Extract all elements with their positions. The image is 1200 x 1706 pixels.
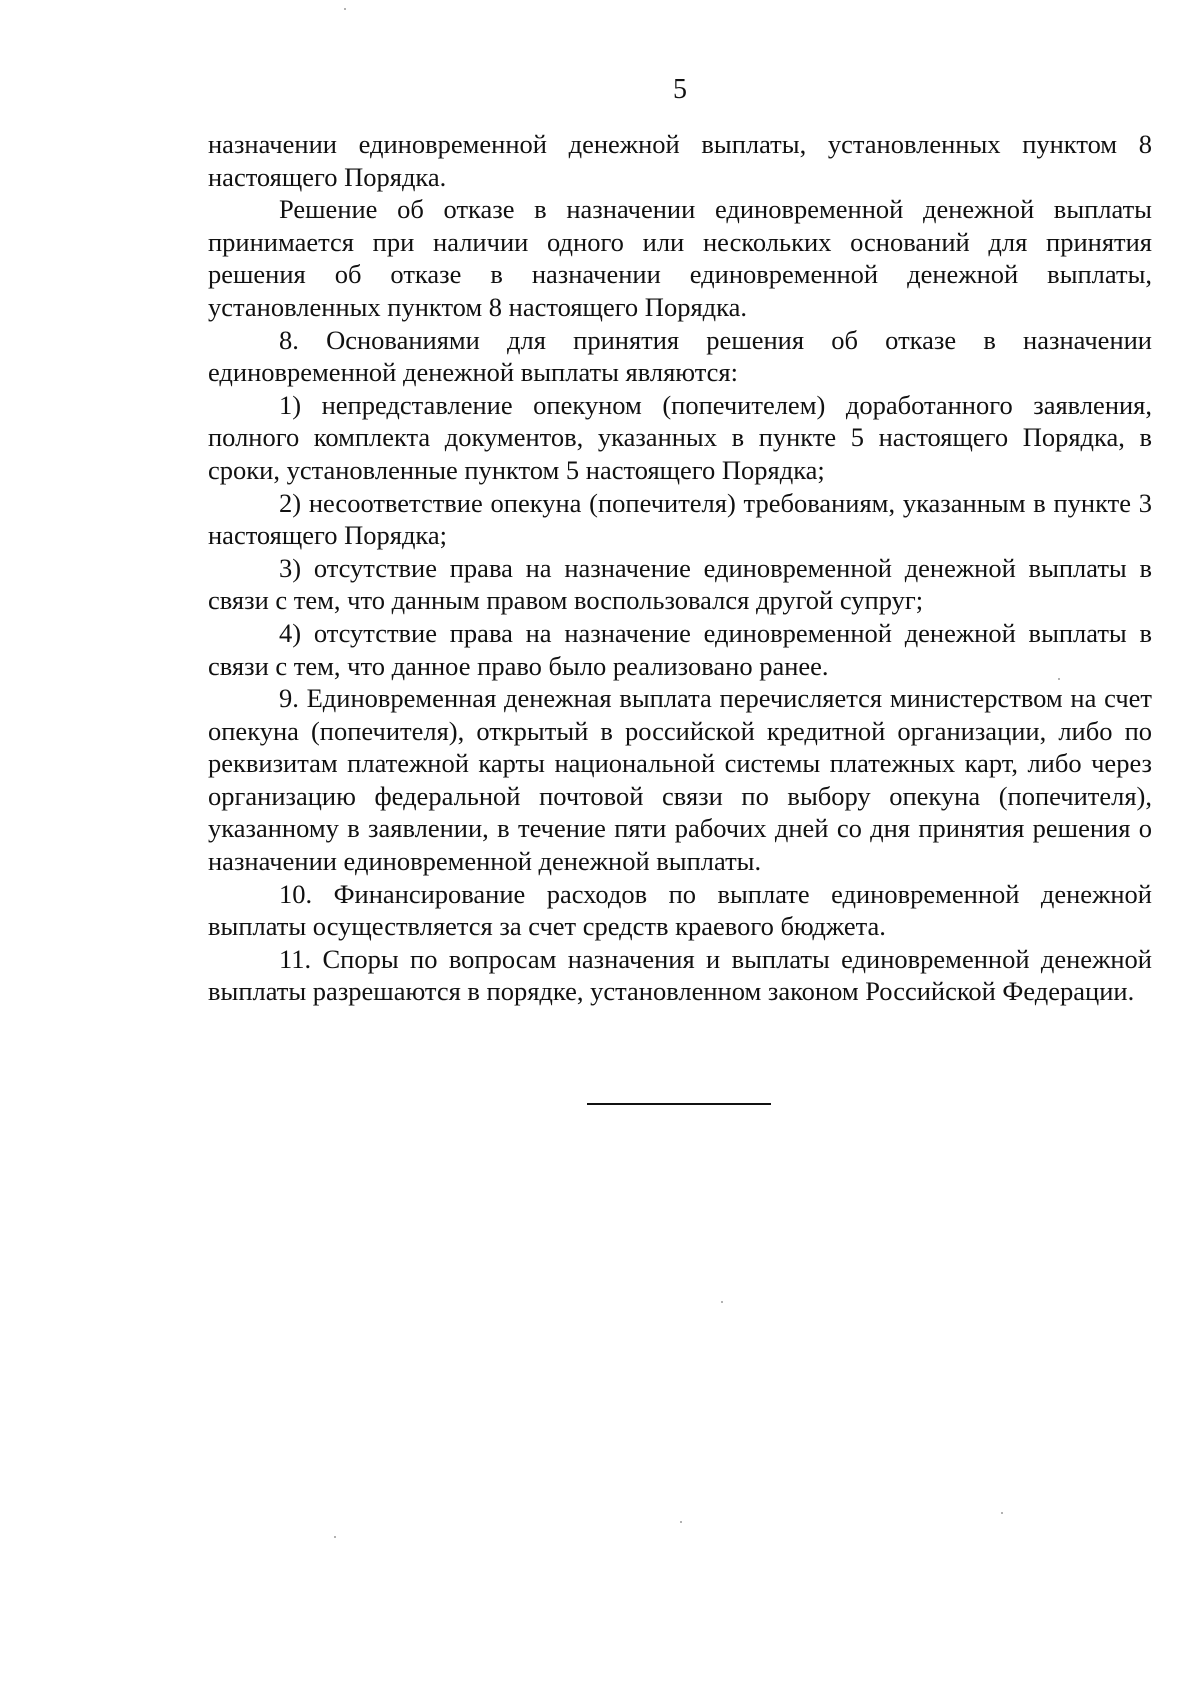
paragraph-continuation: назначении единовременной денежной выплаты, установленных пунктом 8 настоящего Порядка.	[208, 129, 1152, 192]
scan-speck	[721, 1301, 723, 1303]
paragraph-subitem-2: 2) несоответствие опекуна (попечителя) требованиям, указанным в пункте 3 настоящего Порядка;	[208, 487, 1152, 551]
paragraph-item-11: 11. Споры по вопросам назначения и выплаты единовременной денежной выплаты разрешаются в порядке, установленном законом Российской Федерации.	[208, 943, 1152, 1007]
scan-speck	[344, 8, 346, 10]
scan-speck	[680, 1521, 682, 1523]
paragraph-item-8: 8. Основаниями для принятия решения об отказе в назначении единовременной денежной выплаты являются:	[208, 324, 1152, 388]
paragraph-subitem-3: 3) отсутствие права на назначение единовременной денежной выплаты в связи с тем, что данным правом воспользовался другой супруг;	[208, 552, 1152, 616]
paragraph-item-10: 10. Финансирование расходов по выплате единовременной денежной выплаты осуществляется за счет средств краевого бюджета.	[208, 878, 1152, 942]
document-body	[208, 128, 1152, 1008]
page-number: 5	[673, 74, 687, 105]
paragraph-refusal-decision: Решение об отказе в назначении единовременной денежной выплаты принимается при наличии одного или нескольких оснований для принятия решения об отказе в назначении единовременной денежной выплаты, установленных пунктом 8 настоящего Порядка.	[208, 194, 1152, 322]
end-of-document-rule	[587, 1103, 771, 1105]
scan-speck	[1058, 678, 1060, 680]
scan-speck	[334, 1536, 336, 1538]
paragraph-subitem-1: 1) непредставление опекуном (попечителем) доработанного заявления, полного комплекта документов, указанных в пункте 5 настоящего Порядка, в сроки, установленные пунктом 5 настоящего Порядка;	[208, 389, 1152, 485]
paragraph-subitem-4: 4) отсутствие права на назначение единовременной денежной выплаты в связи с тем, что данное право было реализовано ранее.	[208, 617, 1152, 681]
paragraph-item-9: 9. Единовременная денежная выплата перечисляется министерством на счет опекуна (попечителя), открытый в российской кредитной организации, либо по реквизитам платежной карты национальной системы платежных карт, либо через организацию федеральной почтовой связи по выбору опекуна (попечителя), указанному в заявлении, в течение пяти рабочих дней со дня принятия решения о назначении единовременной денежной выплаты.	[208, 683, 1152, 877]
scan-speck	[1001, 1512, 1003, 1514]
